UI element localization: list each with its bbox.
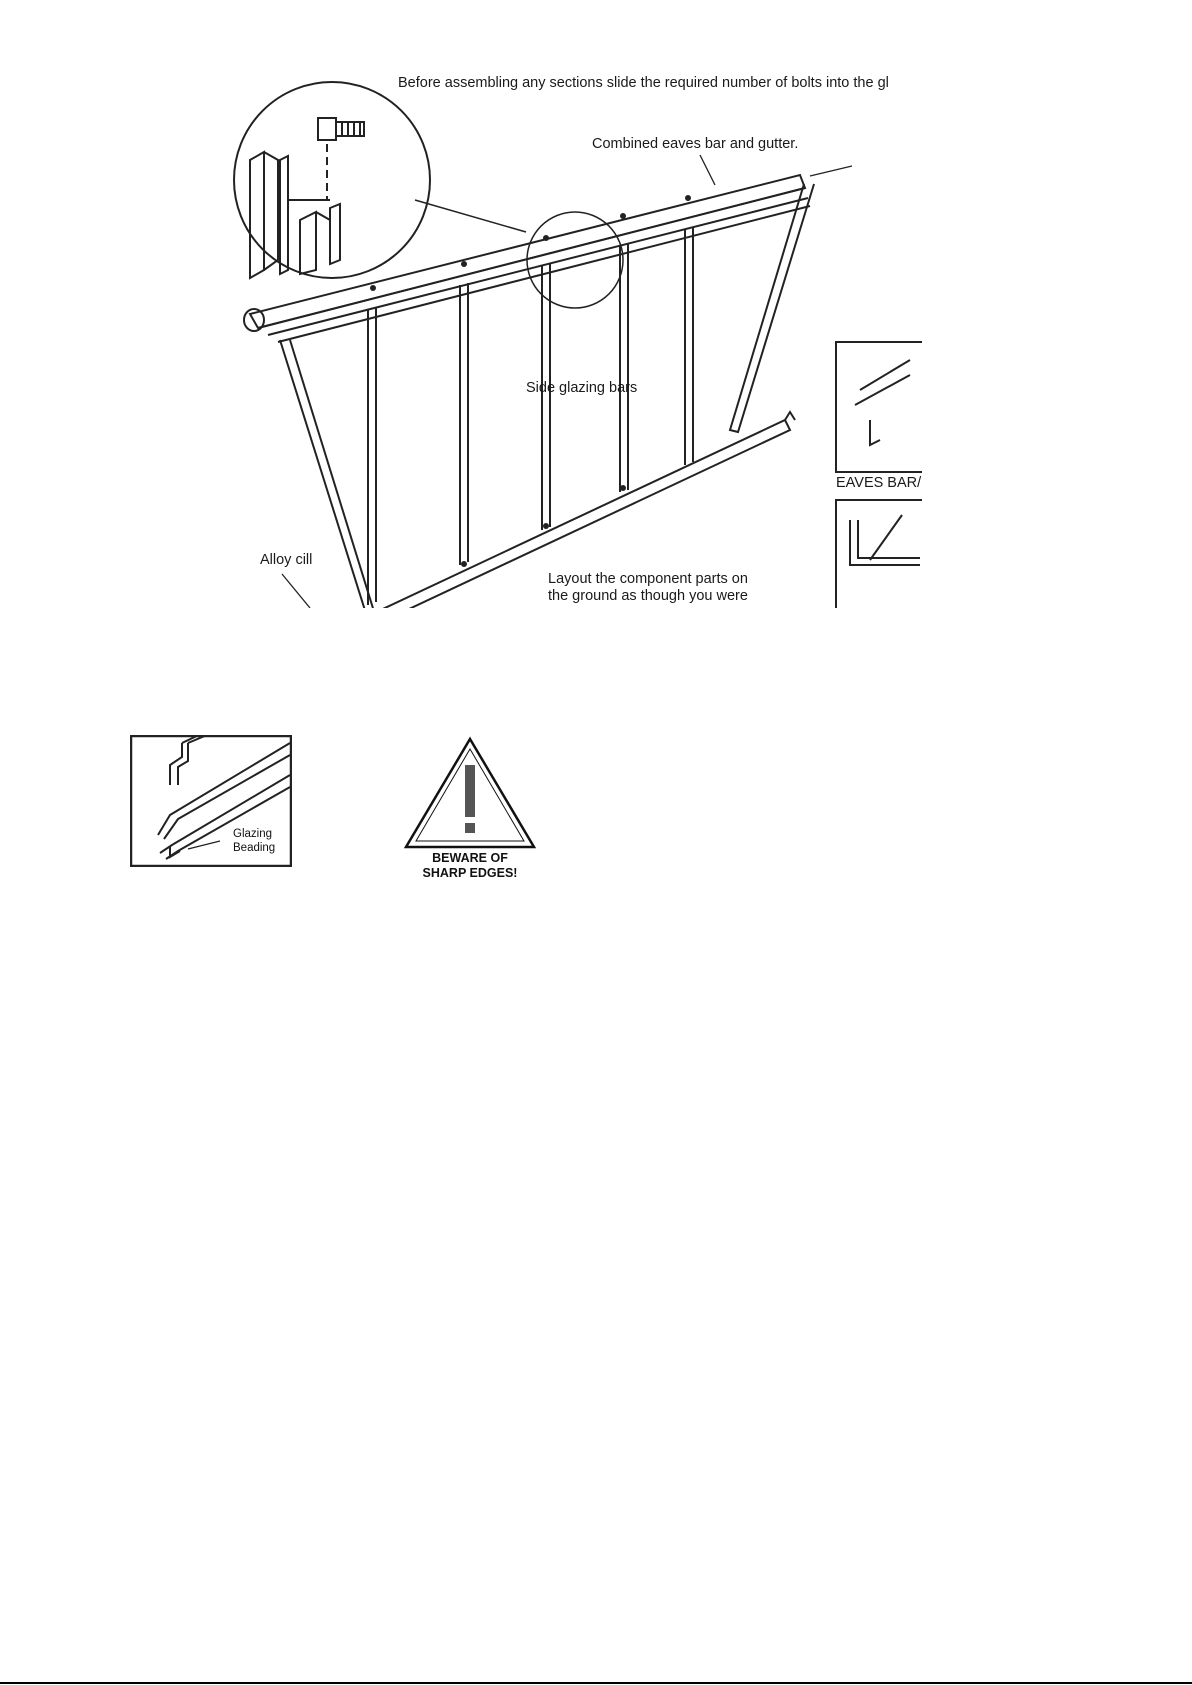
lower-inset-box bbox=[836, 500, 922, 608]
page-bottom-rule bbox=[0, 1682, 1192, 1684]
assembly-figure bbox=[230, 60, 922, 608]
bolt-head bbox=[318, 118, 336, 140]
sharp-edges-warning bbox=[400, 735, 540, 885]
beading-label: Beading bbox=[233, 842, 276, 854]
side-glazing-bars-label: Side glazing bars bbox=[526, 380, 638, 396]
intro-text: Before assembling any sections slide the required number of bolts into the gl bbox=[398, 75, 889, 91]
alloy-cill-label: Alloy cill bbox=[260, 552, 313, 568]
eaves-bar-label: Combined eaves bar and gutter. bbox=[592, 136, 799, 152]
warning-line-1: BEWARE OF bbox=[432, 851, 508, 865]
glazing-beading-inset bbox=[130, 735, 292, 867]
eaves-inset-label: EAVES BAR/ bbox=[836, 475, 922, 491]
frame-drawing bbox=[230, 60, 922, 608]
warning-line-2: SHARP EDGES! bbox=[422, 866, 518, 880]
layout-line-1: Layout the component parts on bbox=[548, 571, 748, 587]
warning-triangle-icon bbox=[400, 735, 540, 850]
layout-line-2: the ground as though you were bbox=[548, 588, 748, 604]
glazing-label: Glazing bbox=[233, 828, 272, 840]
